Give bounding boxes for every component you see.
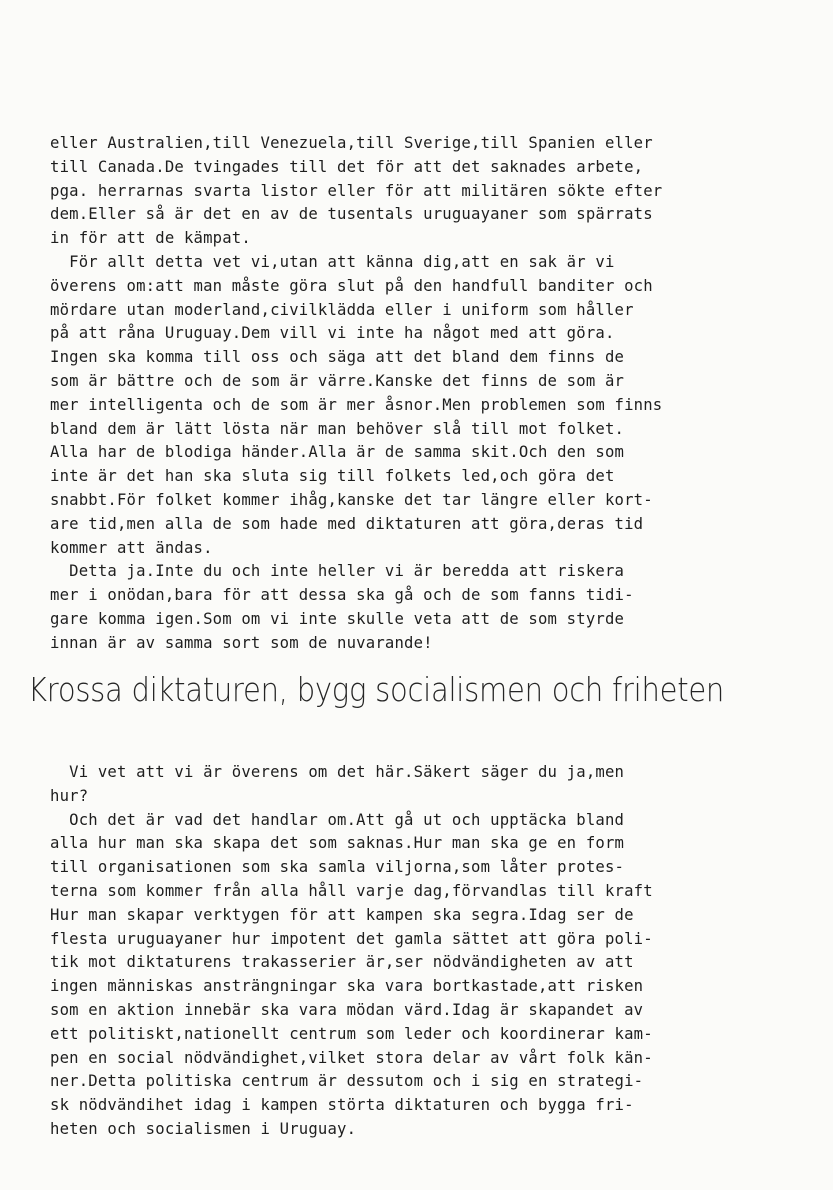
- text-line: Ingen ska komma till oss och säga att det bland dem finns de: [50, 348, 625, 367]
- text-line: på att råna Uruguay.Dem vill vi inte ha något med att göra.: [50, 324, 615, 343]
- text-line: snabbt.För folket kommer ihåg,kanske det tar längre eller kort-: [50, 490, 653, 509]
- text-line: mer i onödan,bara för att dessa ska gå och de som fanns tidi-: [50, 586, 634, 605]
- text-line: inte är det han ska sluta sig till folkets led,och göra det: [50, 467, 615, 486]
- text-line: tik mot diktaturens trakasserier är,ser nödvändigheten av att: [50, 953, 634, 972]
- text-line: ner.Detta politiska centrum är dessutom och i sig en strategi-: [50, 1072, 644, 1091]
- text-line: alla hur man ska skapa det som saknas.Hur man ska ge en form: [50, 834, 625, 853]
- text-line: bland dem är lätt lösta när man behöver slå till mot folket.: [50, 419, 625, 438]
- text-line: Alla har de blodiga händer.Alla är de samma skit.Och den som: [50, 443, 625, 462]
- text-line: innan är av samma sort som de nuvarande!: [50, 633, 433, 652]
- text-line: Hur man skapar verktygen för att kampen ska segra.Idag ser de: [50, 905, 634, 924]
- text-line: dem.Eller så är det en av de tusentals uruguayaner som spärrats: [50, 205, 653, 224]
- text-line: ingen människas ansträngningar ska vara bortkastade,att risken: [50, 977, 644, 996]
- text-line: are tid,men alla de som hade med diktaturen att göra,deras tid: [50, 514, 644, 533]
- lower-text-block: [50, 761, 825, 1142]
- text-line: heten och socialismen i Uruguay.: [50, 1119, 357, 1138]
- text-line: till organisationen som ska samla viljorna,som låter protes-: [50, 858, 625, 877]
- text-line: kommer att ändas.: [50, 538, 213, 557]
- text-line: till Canada.De tvingades till det för att det saknades arbete,: [50, 157, 644, 176]
- text-line: Vi vet att vi är överens om det här.Säkert säger du ja,men: [50, 763, 625, 781]
- handwritten-slogan: Krossa diktaturen, bygg socialismen och friheten: [28, 670, 725, 709]
- text-line: Detta ja.Inte du och inte heller vi är beredda att riskera: [50, 562, 625, 581]
- text-line: sk nödvändihet idag i kampen störta diktaturen och bygga fri-: [50, 1096, 634, 1115]
- text-line: som är bättre och de som är värre.Kanske det finns de som är: [50, 371, 625, 390]
- text-line: mer intelligenta och de som är mer åsnor.Men problemen som finns: [50, 395, 663, 414]
- upper-text-block: [50, 132, 825, 656]
- text-line: överens om:att man måste göra slut på den handfull banditer och: [50, 276, 653, 295]
- text-line: terna som kommer från alla håll varje dag,förvandlas till kraft: [50, 881, 653, 900]
- text-line: hur?: [50, 786, 89, 805]
- text-line: ett politiskt,nationellt centrum som leder och koordinerar kam-: [50, 1024, 653, 1043]
- text-line: mördare utan moderland,civilklädda eller i uniform som håller: [50, 300, 634, 319]
- text-line: gare komma igen.Som om vi inte skulle veta att de som styrde: [50, 609, 625, 628]
- text-line: in för att de kämpat.: [50, 229, 251, 248]
- text-line: pga. herrarnas svarta listor eller för att militären sökte efter: [50, 181, 663, 200]
- text-line: som en aktion innebär ska vara mödan värd.Idag är skapandet av: [50, 1000, 644, 1019]
- text-line: flesta uruguayaner hur impotent det gamla sättet att göra poli-: [50, 929, 653, 948]
- text-line: eller Australien,till Venezuela,till Sverige,till Spanien eller: [50, 134, 653, 152]
- text-line: pen en social nödvändighet,vilket stora delar av vårt folk kän-: [50, 1048, 653, 1067]
- text-line: Och det är vad det handlar om.Att gå ut och upptäcka bland: [50, 810, 625, 829]
- text-line: För allt detta vet vi,utan att känna dig,att en sak är vi: [50, 252, 615, 271]
